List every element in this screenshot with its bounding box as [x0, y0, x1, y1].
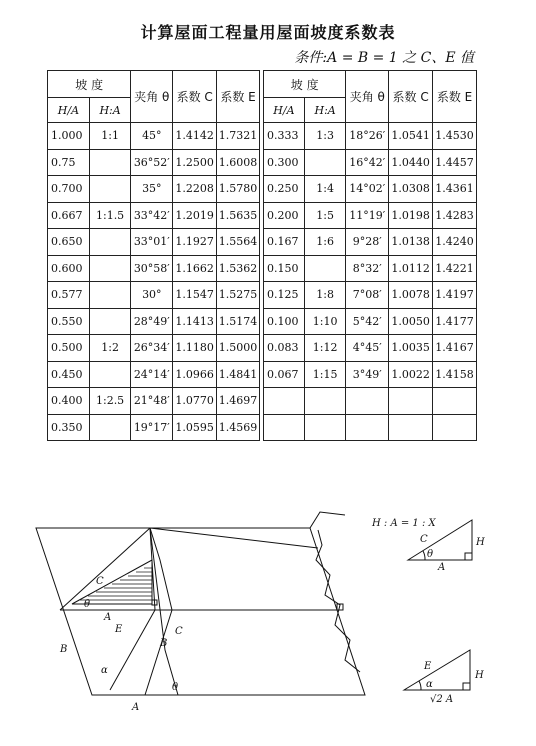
header-coef-e: 系数 E	[433, 71, 477, 123]
cell-angle: 26°34′	[131, 335, 173, 362]
cell-h-over-a: 0.400	[48, 388, 90, 415]
cell-coef-c: 1.0198	[389, 202, 433, 229]
cell-angle: 24°14′	[131, 361, 173, 388]
cell-angle: 11°19′	[346, 202, 389, 229]
cell-coef-c: 1.0541	[389, 123, 433, 150]
cell-h-to-a: 1:2.5	[89, 388, 131, 415]
cell-coef-e: 1.4197	[433, 282, 477, 309]
cell-coef-c: 1.0308	[389, 176, 433, 203]
cell-coef-c: 1.0022	[389, 361, 433, 388]
cell-h-over-a: 0.700	[48, 176, 90, 203]
cell-coef-e: 1.4177	[433, 308, 477, 335]
tri2-label-alpha: α	[426, 679, 433, 690]
cell-angle: 4°45′	[346, 335, 389, 362]
label-theta: θ	[84, 599, 91, 610]
cell-angle: 8°32′	[346, 255, 389, 282]
header-h-over-a: H/A	[264, 98, 305, 123]
cell-angle: 33°01′	[131, 229, 173, 256]
cell-angle: 14°02′	[346, 176, 389, 203]
header-h-to-a: H:A	[304, 98, 346, 123]
cell-angle: 28°49′	[131, 308, 173, 335]
tri2-label-h: H	[475, 670, 484, 681]
label-b: B	[60, 644, 68, 655]
header-coef-c: 系数 C	[173, 71, 217, 123]
cell-h-over-a: 0.550	[48, 308, 90, 335]
cell-coef-e: 1.5275	[217, 282, 260, 309]
cell-angle: 45°	[131, 123, 173, 150]
cell-coef-c: 1.1180	[173, 335, 217, 362]
cell-coef-e: 1.5362	[217, 255, 260, 282]
cell-coef-e: 1.4697	[217, 388, 260, 415]
cell-coef-e: 1.5174	[217, 308, 260, 335]
cell-coef-c: 1.0440	[389, 149, 433, 176]
cell-coef-e: 1.7321	[217, 123, 260, 150]
cell-h-to-a: 1:8	[304, 282, 346, 309]
cell-coef-e: 1.4841	[217, 361, 260, 388]
cell-angle: 5°42′	[346, 308, 389, 335]
cell-coef-e: 1.4221	[433, 255, 477, 282]
label-a: A	[132, 702, 140, 713]
cell-h-over-a: 0.577	[48, 282, 90, 309]
cell-h-over-a: 0.083	[264, 335, 305, 362]
cell-h-over-a: 0.350	[48, 414, 90, 441]
tri1-label-c: C	[420, 534, 428, 545]
cell-coef-c: 1.0050	[389, 308, 433, 335]
cell-h-over-a: 0.75	[48, 149, 90, 176]
tri1-ratio: H : A = 1 : X	[372, 518, 436, 529]
cell-coef-e: 1.5780	[217, 176, 260, 203]
header-angle: 夹角 θ	[131, 71, 173, 123]
cell-h-over-a: 0.125	[264, 282, 305, 309]
cell-h-to-a: 1:1	[89, 123, 131, 150]
cell-h-over-a: 0.067	[264, 361, 305, 388]
cell-angle: 3°49′	[346, 361, 389, 388]
label-c: C	[175, 626, 183, 637]
cell-coef-c: 1.2019	[173, 202, 217, 229]
triangle-e	[404, 650, 470, 690]
cell-coef-c: 1.0138	[389, 229, 433, 256]
cell-coef-c: 1.1413	[173, 308, 217, 335]
cell-coef-c: 1.2500	[173, 149, 217, 176]
cell-angle: 33°42′	[131, 202, 173, 229]
cell-h-over-a: 0.450	[48, 361, 90, 388]
cell-coef-e: 1.4283	[433, 202, 477, 229]
cell-h-to-a: 1:2	[89, 335, 131, 362]
tri1-label-theta: θ	[427, 549, 434, 560]
hatched-triangle	[72, 560, 152, 604]
cell-coef-e: 1.4158	[433, 361, 477, 388]
cell-angle: 7°08′	[346, 282, 389, 309]
cell-h-to-a: 1:1.5	[89, 202, 131, 229]
cell-coef-e: 1.5564	[217, 229, 260, 256]
page-title: 计算屋面工程量用屋面坡度系数表	[140, 23, 396, 42]
cell-coef-e: 1.4167	[433, 335, 477, 362]
cell-h-over-a: 0.167	[264, 229, 305, 256]
label-a: A	[104, 612, 112, 623]
cell-angle: 30°58′	[131, 255, 173, 282]
header-coef-c: 系数 C	[389, 71, 433, 123]
condition-note: 条件:A = B = 1 之 C、E 值	[294, 50, 474, 66]
cell-coef-c: 1.1662	[173, 255, 217, 282]
cell-h-over-a: 0.150	[264, 255, 305, 282]
cell-coef-e: 1.5000	[217, 335, 260, 362]
cell-h-over-a: 0.600	[48, 255, 90, 282]
header-angle: 夹角 θ	[346, 71, 389, 123]
cell-coef-e: 1.4530	[433, 123, 477, 150]
cell-coef-c: 1.2208	[173, 176, 217, 203]
cell-coef-c: 1.1547	[173, 282, 217, 309]
cell-coef-c: 1.0966	[173, 361, 217, 388]
tri1-label-a: A	[438, 562, 446, 573]
cell-coef-e: 1.4240	[433, 229, 477, 256]
cell-h-over-a: 0.667	[48, 202, 90, 229]
cell-h-to-a: 1:5	[304, 202, 346, 229]
cell-angle: 36°52′	[131, 149, 173, 176]
cell-h-to-a: 1:15	[304, 361, 346, 388]
label-e: E	[115, 624, 123, 635]
tri2-label-base: √2 A	[430, 694, 454, 705]
label-b: B	[160, 638, 168, 649]
cell-h-over-a: 0.100	[264, 308, 305, 335]
break-line	[316, 530, 360, 672]
tri1-label-h: H	[476, 537, 485, 548]
cell-h-to-a: 1:10	[304, 308, 346, 335]
cell-h-over-a: 0.250	[264, 176, 305, 203]
cell-h-over-a: 0.200	[264, 202, 305, 229]
cell-h-over-a: 0.300	[264, 149, 305, 176]
cell-coef-c: 1.4142	[173, 123, 217, 150]
cell-h-over-a: 0.650	[48, 229, 90, 256]
cell-h-over-a: 1.000	[48, 123, 90, 150]
header-coef-e: 系数 E	[217, 71, 260, 123]
cell-coef-e: 1.4361	[433, 176, 477, 203]
header-h-over-a: H/A	[48, 98, 90, 123]
cell-angle: 9°28′	[346, 229, 389, 256]
cell-h-over-a: 0.333	[264, 123, 305, 150]
cell-h-over-a: 0.500	[48, 335, 90, 362]
header-slope: 坡 度	[264, 71, 346, 98]
cell-h-to-a: 1:3	[304, 123, 346, 150]
cell-h-to-a: 1:6	[304, 229, 346, 256]
cell-coef-e: 1.5635	[217, 202, 260, 229]
cell-coef-c: 1.0112	[389, 255, 433, 282]
header-slope: 坡 度	[48, 71, 131, 98]
hip-line-2	[110, 528, 155, 690]
cell-h-to-a: 1:4	[304, 176, 346, 203]
roof-outline	[36, 528, 365, 695]
label-c: C	[96, 576, 104, 587]
ridge-line-top	[150, 528, 318, 548]
cell-coef-c: 1.0770	[173, 388, 217, 415]
tri2-label-e: E	[424, 661, 432, 672]
header-h-to-a: H:A	[89, 98, 131, 123]
cell-h-to-a: 1:12	[304, 335, 346, 362]
cell-coef-c: 1.1927	[173, 229, 217, 256]
cell-angle: 21°48′	[131, 388, 173, 415]
cell-angle: 19°17′	[131, 414, 173, 441]
label-theta: θ	[172, 682, 179, 693]
cell-angle: 35°	[131, 176, 173, 203]
label-alpha: α	[101, 665, 108, 676]
cell-coef-c: 1.0595	[173, 414, 217, 441]
cell-coef-c: 1.0035	[389, 335, 433, 362]
cell-angle: 30°	[131, 282, 173, 309]
cell-angle: 16°42′	[346, 149, 389, 176]
cell-coef-c: 1.0078	[389, 282, 433, 309]
cell-coef-e: 1.4457	[433, 149, 477, 176]
cell-coef-e: 1.6008	[217, 149, 260, 176]
cell-coef-e: 1.4569	[217, 414, 260, 441]
roof-edge-top	[310, 512, 345, 528]
cell-angle: 18°26′	[346, 123, 389, 150]
